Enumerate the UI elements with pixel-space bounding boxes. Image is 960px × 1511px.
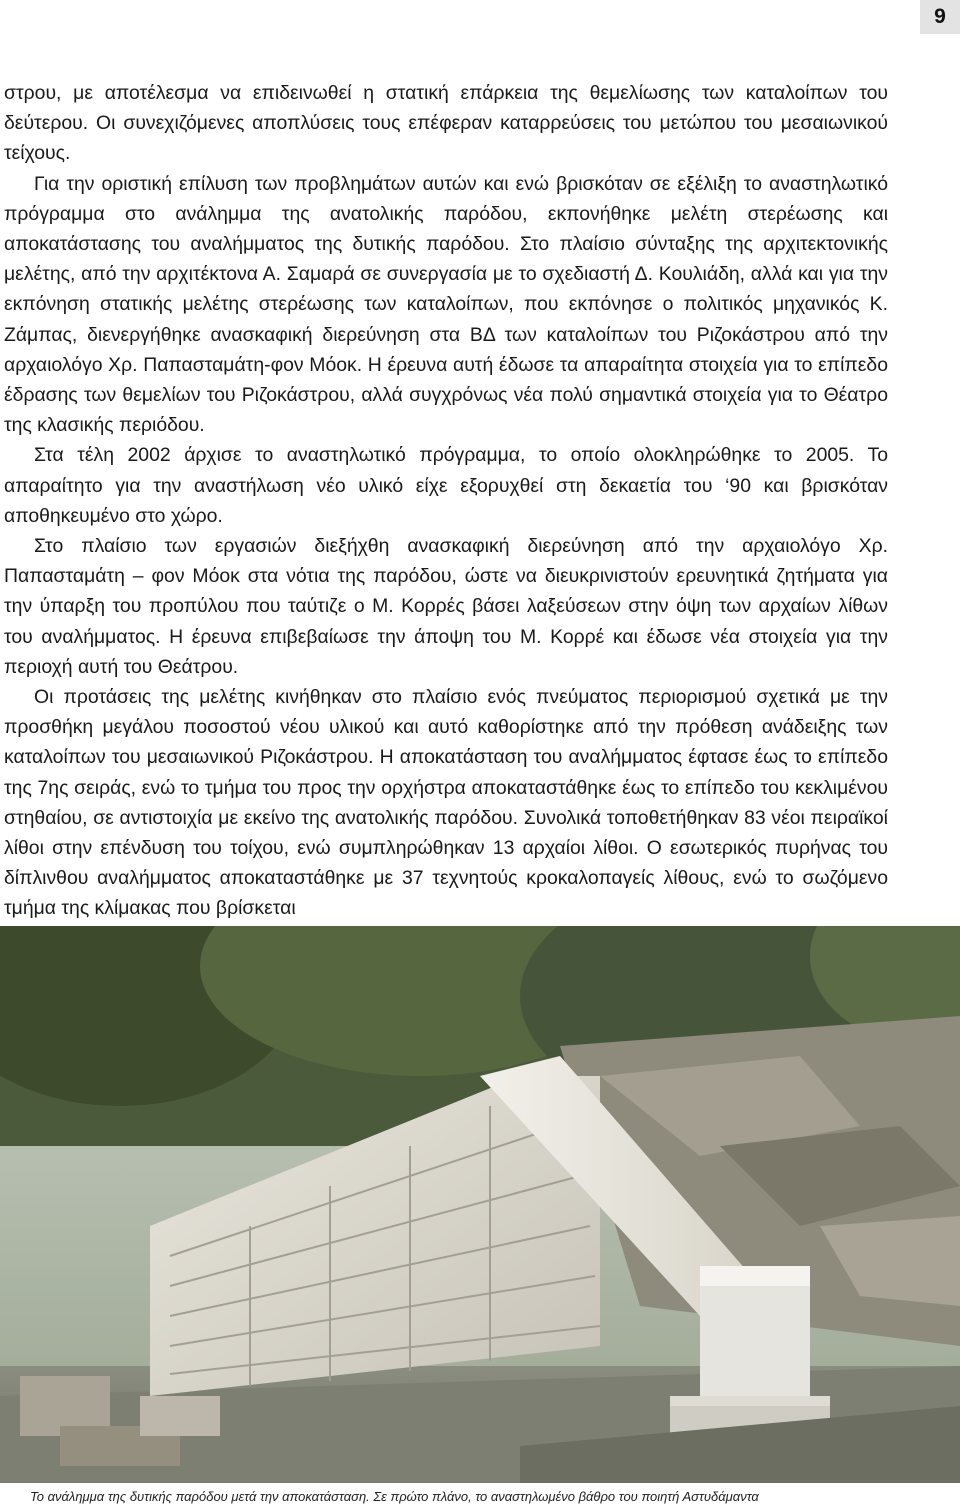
paragraph-2: Για την οριστική επίλυση των προβλημάτων αυτών και ενώ βρισκόταν σε εξέλιξη το αναστηλωτικό πρόγραμμα στο ανάλημμα της ανατολικής παρόδου, εκπονήθηκε μελέτη στερέωσης και αποκατάστασης του αναλήμματος της δυτικής παρόδου. Στο πλαίσιο σύνταξης της αρχιτεκτονικής μελέτης, από την αρχιτέκτονα Α. Σαμαρά σε συνεργασία με το σχεδιαστή Δ. Κουλιάδη, αλλά και για την εκπόνηση στατικής μελέτης στερέωσης των καταλοίπων, που εκπόνησε ο πολιτικός μηχανικός Κ. Ζάμπας, διενεργήθηκε ανασκαφική διερεύνηση στα ΒΔ των καταλοίπων του Ριζοκάστρου από την αρχαιολόγο Χρ. Παπασταμάτη-φον Μόοκ. Η έρευνα αυτή έδωσε τα απαραίτητα στοιχεία για το επίπεδο έδρασης των θεμελίων του Ριζοκάστρου, αλλά συγχρόνως νέα πολύ σημαντικά στοιχεία για το Θέατρο της κλασικής περιόδου.: [4, 172, 888, 437]
retaining-wall-photo: [0, 926, 960, 1483]
body-text: [4, 78, 888, 924]
page-number: 9: [934, 5, 946, 28]
paragraph-5: Οι προτάσεις της μελέτης κινήθηκαν στο πλαίσιο ενός πνεύματος περιορισμού σχετικά με την προσθήκη μεγάλου ποσοστού νέου υλικού και αυτό καθορίστηκε από την πρόθεση ανάδειξης των καταλοίπων του μεσαιωνικού Ριζοκάστρου. Η αποκατάσταση του αναλήμματος έφτασε έως το επίπεδο της 7ης σειράς, ενώ το τμήμα του προς την ορχήστρα αποκαταστάθηκε έως το επίπεδο του κεκλιμένου στηθαίου, σε αντιστοιχία με εκείνο της ανατολικής παρόδου. Συνολικά τοποθετήθηκαν 83 νέοι πειραϊκοί λίθοι στην επένδυση του τοίχου, ενώ συμπληρώθηκαν 13 αρχαίοι λίθοι. Ο εσωτερικός πυρήνας του δίπλινθου αναλήμματος αποκαταστάθηκε με 37 τεχνητούς κροκαλοπαγείς λίθους, ενώ το σωζόμενο τμήμα της κλίμακας που βρίσκεται: [4, 686, 888, 920]
paragraph-4: Στο πλαίσιο των εργασιών διεξήχθη ανασκαφική διερεύνηση από την αρχαιολόγο Χρ. Παπασταμάτη – φον Μόοκ στα νότια της παρόδου, ώστε να διευκρινιστούν ερευνητικά ζητήματα για την ύπαρξη του προπύλου που ταύτιζε ο Μ. Κορρές βάσει λαξεύσεων στην όψη των αρχαίων λίθων του αναλήμματος. Η έρευνα επιβεβαίωσε την άποψη του Μ. Κορρέ και έδωσε νέα στοιχεία για την περιοχή αυτή του Θεάτρου.: [4, 535, 888, 678]
figure-caption: Το ανάλημμα της δυτικής παρόδου μετά την αποκατάσταση. Σε πρώτο πλάνο, το αναστηλωμένο βάθρο του ποιητή Αστυδάμαντα: [30, 1489, 759, 1504]
page-number-tab: [920, 0, 960, 34]
paragraph-1: στρου, με αποτέλεσμα να επιδεινωθεί η στατική επάρκεια της θεμελίωσης των καταλοίπων του δεύτερου. Οι συνεχιζόμενες αποπλύσεις τους επέφεραν καταρρεύσεις του μετώπου του μεσαιωνικού τείχους.: [4, 82, 888, 165]
paragraph-3: Στα τέλη 2002 άρχισε το αναστηλωτικό πρόγραμμα, το οποίο ολοκληρώθηκε το 2005. Το απαραίτητο για την αναστήλωση νέο υλικό είχε εξορυχθεί στη δεκαετία του ‘90 και βρισκόταν αποθηκευμένο στο χώρο.: [4, 444, 888, 527]
